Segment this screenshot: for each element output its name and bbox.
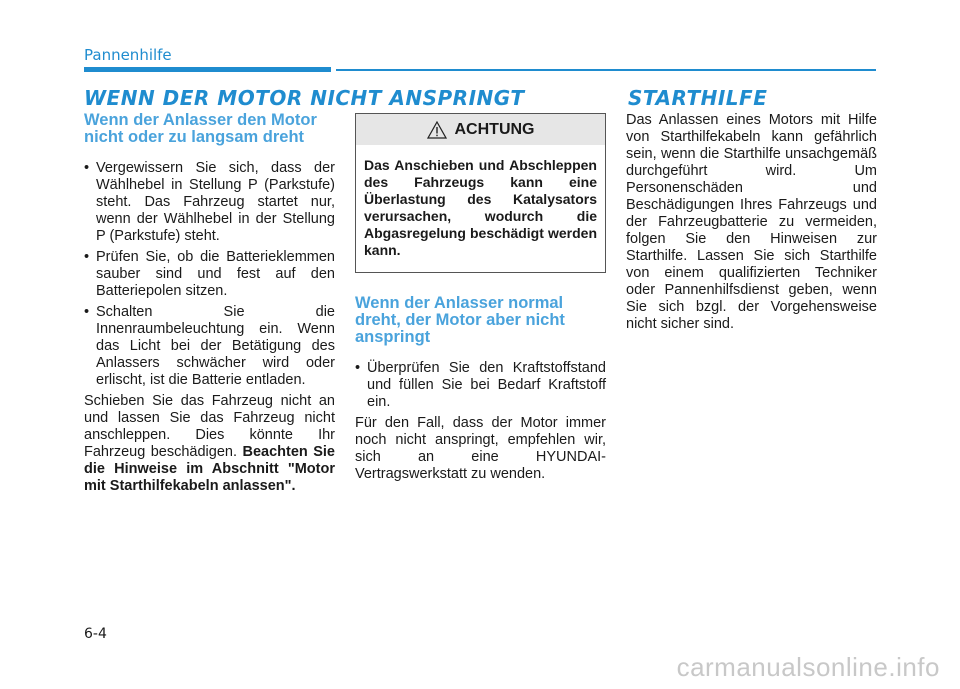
warning-label: ACHTUNG (454, 121, 535, 138)
middle-paragraph: Für den Fall, dass der Motor immer noch nicht anspringt, empfehlen wir, sich an eine HYUNDAI-Vertragswerkstatt zu wenden. (355, 415, 606, 482)
right-section-title: STARTHILFE (628, 86, 768, 110)
left-paragraph-bold: Beachten Sie die Hinweise im Abschnitt "Motor mit Starthilfekabeln anlassen". (84, 444, 335, 494)
warning-text: Das Anschieben und Abschleppen des Fahrzeugs kann eine Überlastung des Katalysators verursachen, wodurch die Abgasregelung beschädigt werden kann. (364, 157, 597, 258)
list-item: • Überprüfen Sie den Kraftstoffstand und füllen Sie bei Bedarf Kraftstoff ein. (355, 360, 606, 411)
middle-column (355, 112, 606, 483)
header-rule-thin (336, 69, 876, 71)
left-bullet-list (84, 160, 335, 389)
section-label: Pannenhilfe (84, 46, 172, 64)
watermark: carmanualsonline.info (676, 652, 940, 682)
list-item: • Prüfen Sie, ob die Batterieklemmen sauber sind und fest auf den Batteriepolen sitzen. (84, 249, 335, 300)
warning-box (355, 113, 606, 273)
left-subheading: Wenn der Anlasser den Motor nicht oder zu langsam dreht (84, 111, 317, 146)
header-rule-thick (84, 67, 331, 72)
left-column (84, 112, 335, 495)
list-item: • Schalten Sie die Innenraumbeleuchtung ein. Wenn das Licht bei der Betätigung des Anlassers schwächer wird oder erlischt, ist die Batterie entladen. (84, 304, 335, 389)
left-paragraph-plain: Schieben Sie das Fahrzeug nicht an und lassen Sie das Fahrzeug nicht anschleppen. Dies könnte Ihr Fahrzeug beschädigen. (84, 393, 335, 460)
warning-header (356, 114, 605, 145)
middle-bullet-list (355, 360, 606, 411)
right-column (626, 112, 877, 333)
middle-subheading: Wenn der Anlasser normal dreht, der Motor aber nicht anspringt (355, 294, 565, 346)
right-paragraph: Das Anlassen eines Motors mit Hilfe von Starthilfekabeln kann gefährlich sein, wenn die Starthilfe unsachgemäß durchgeführt wird. Um Personenschäden und Beschädigungen Ihres Fahrzeugs und der Fahrzeugbatterie zu vermeiden, folgen Sie den Hinweisen zur Starthilfe. Lassen Sie sich Starthilfe von einem qualifizierten Techniker oder Pannenhilfsdienst geben, wenn Sie sich bzgl. der Vorgehensweise nicht sicher sind. (626, 112, 877, 332)
page-number: 6-4 (84, 626, 107, 642)
left-section-title: WENN DER MOTOR NICHT ANSPRINGT (84, 86, 525, 110)
left-paragraph (84, 393, 335, 495)
list-item: • Vergewissern Sie sich, dass der Wählhebel in Stellung P (Parkstufe) steht. Das Fahrzeug startet nur, wenn der Wählhebel in der Stellung P (Parkstufe) steht. (84, 160, 335, 245)
warning-triangle-icon (427, 121, 447, 139)
